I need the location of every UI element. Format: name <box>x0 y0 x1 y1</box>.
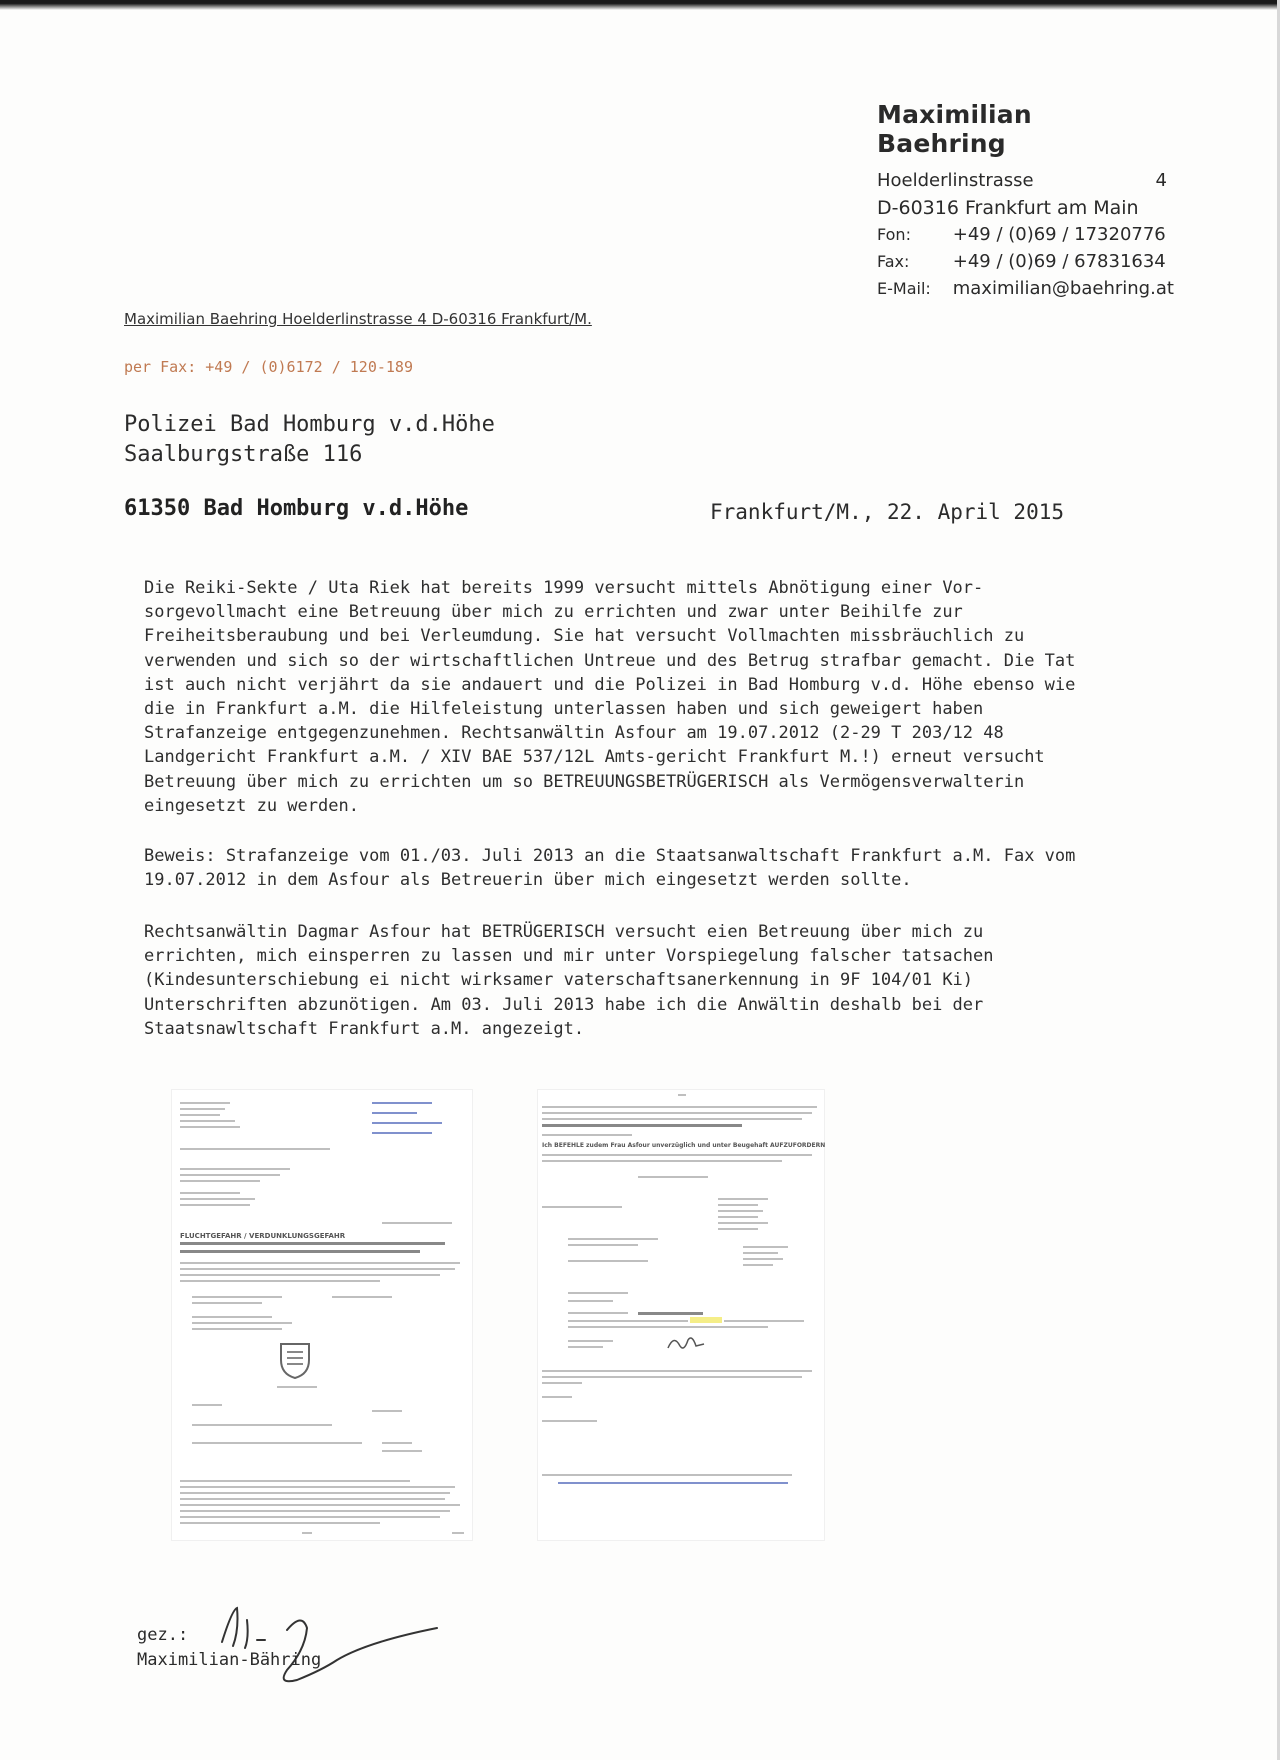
sender-name: Maximilian Baehring <box>877 100 1032 158</box>
recipient-line-1: Polizei Bad Homburg v.d.Höhe <box>124 412 495 437</box>
sender-fax-row <box>877 251 1167 278</box>
recipient-city: 61350 Bad Homburg v.d.Höhe <box>124 496 469 521</box>
embedded-document-thumbnail-right <box>538 1090 824 1540</box>
sender-fax: +49 / (0)69 / 67831634 <box>952 251 1166 272</box>
paragraph-2: Beweis: Strafanzeige vom 01./03. Juli 2013 an die Staatsanwaltschaft Frankfurt a.M. Fax vom 19.07.2012 in dem Asfour als Betreuerin über mich eingesetzt werden sollte. <box>144 846 1076 891</box>
sender-street: Hoelderlinstrasse <box>877 170 1034 191</box>
embedded-document-thumbnail-left <box>172 1090 472 1540</box>
sender-fon-label: Fon: <box>877 225 911 244</box>
sender-fon: +49 / (0)69 / 17320776 <box>952 224 1166 245</box>
paragraph-1: Die Reiki-Sekte / Uta Riek hat bereits 1999 versucht mittels Abnötigung einer Vor-sorgevollmacht eine Betreuung über mich zu errichten und zwar unter Beihilfe zur Freiheitsberaubung und bei Verleumdung. Sie hat versucht Vollmachten missbräuchlich zu verwenden und sich so der wirtschaftlichen Untreue und des Betrug strafbar gemacht. Die Tat ist auch nicht verjährt da sie andauert und die Polizei in Bad Homburg v.d. Höhe ebenso wie die in Frankfurt a.M. die Hilfeleistung unterlassen haben und sich geweigert haben Strafanzeige entgegenzunehmen. Rechtsanwältin Asfour am 19.07.2012 (2-29 T 203/12 48 Landgericht Frankfurt a.M. / XIV BAE 537/12L Amts-gericht Frankfurt M.!) erneut versucht Betreuung über mich zu errichten um so BETREUUNGSBETRÜGERISCH als Vermögensverwalterin eingesetzt zu werden. <box>144 578 1076 816</box>
coat-of-arms-icon <box>277 1340 313 1380</box>
sender-street-row <box>877 170 1167 197</box>
sender-fon-row <box>877 224 1167 251</box>
fax-line: per Fax: +49 / (0)6172 / 120-189 <box>124 358 413 376</box>
recipient-address <box>124 410 495 470</box>
sender-email: maximilian@baehring.at <box>952 278 1174 299</box>
recipient-line-2: Saalburgstraße 116 <box>124 442 363 467</box>
right-thumbnail-heading: Ich BEFEHLE zudem Frau Asfour unverzüglich und unter Beugehaft AUFZUFORDERN <box>542 1142 826 1149</box>
sender-email-label: E-Mail: <box>877 279 931 298</box>
signature-label: gez.: <box>137 1625 189 1645</box>
sender-fax-label: Fax: <box>877 252 910 271</box>
paragraph-3: Rechtsanwältin Dagmar Asfour hat BETRÜGERISCH versucht eien Betreuung über mich zu errichten, mich einsperren zu lassen und mir unter Vorspiegelung falscher tatsachen (Kindesunterschiebung ei nicht wirksamer vaterschaftsanerkennung in 9F 104/01 Ki) Unterschriften abzunötigen. Am 03. Juli 2013 habe ich die Anwältin deshalb bei der Staatsnawltschaft Frankfurt a.M. angezeigt. <box>144 922 994 1039</box>
sender-house-number: 4 <box>1155 170 1167 191</box>
handwritten-initial-icon <box>666 1332 706 1354</box>
sender-email-row <box>877 278 1174 305</box>
handwritten-signature-icon <box>137 1590 517 1700</box>
return-address-line: Maximilian Baehring Hoelderlinstrasse 4 D-60316 Frankfurt/M. <box>124 310 592 328</box>
sender-city: D-60316 Frankfurt am Main <box>877 197 1139 219</box>
signature-name: Maximilian-Bähring <box>137 1650 322 1670</box>
date-line: Frankfurt/M., 22. April 2015 <box>710 500 1065 524</box>
left-thumbnail-heading: FLUCHTGEFAHR / VERDUNKLUNGSGEFAHR <box>180 1232 346 1240</box>
sender-letterhead <box>877 100 1174 305</box>
scan-top-edge <box>0 0 1280 10</box>
